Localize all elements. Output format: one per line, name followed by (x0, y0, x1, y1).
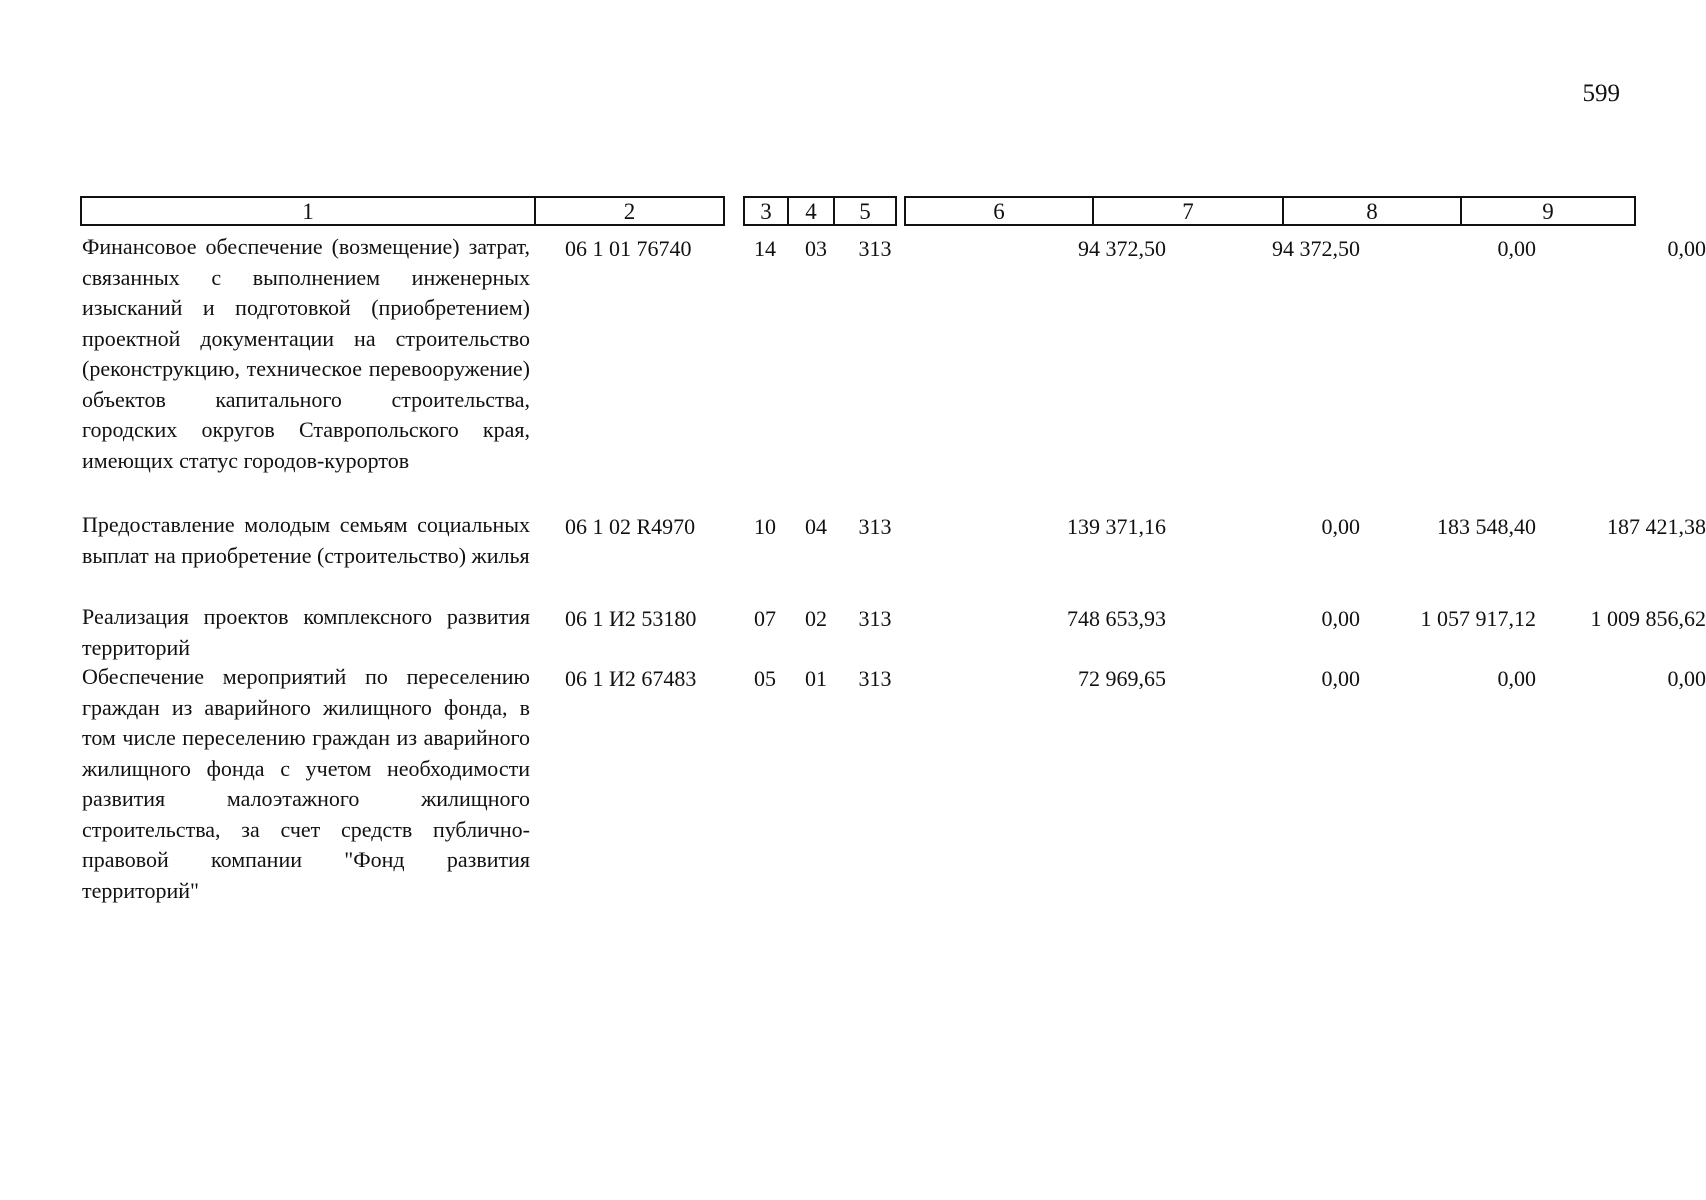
row-col-3: 10 (754, 514, 776, 539)
row-col-8: 183 548,40 (1437, 514, 1536, 539)
header-col-1: 1 (80, 196, 536, 226)
table-row (80, 662, 1706, 942)
row-col-3: 07 (754, 606, 776, 631)
table-row (80, 602, 1706, 664)
header-col-9: 9 (1460, 196, 1636, 226)
header-col-8: 8 (1282, 196, 1462, 226)
page-number: 599 (1582, 80, 1620, 107)
row-col-6: 139 371,16 (1067, 514, 1166, 539)
row-col-5: 313 (858, 236, 892, 261)
row-col-4: 03 (805, 236, 827, 261)
row-description: Реализация проектов комплексного развития территорий (82, 604, 530, 660)
header-col-5: 5 (833, 196, 897, 226)
row-col-9: 0,00 (1667, 666, 1706, 691)
row-col-6: 748 653,93 (1067, 606, 1166, 631)
row-col-4: 02 (805, 606, 827, 631)
row-col-7: 94 372,50 (1272, 236, 1360, 261)
row-col-8: 0,00 (1497, 666, 1536, 691)
row-col-5: 313 (858, 666, 892, 691)
row-code: 06 1 И2 67483 (565, 666, 697, 691)
row-col-7: 0,00 (1321, 606, 1360, 631)
row-code: 06 1 02 R4970 (565, 514, 696, 539)
table-header-row (80, 196, 1644, 232)
row-code: 06 1 И2 53180 (565, 606, 697, 631)
row-col-5: 313 (858, 514, 892, 539)
row-col-6: 72 969,65 (1078, 666, 1166, 691)
row-col-7: 0,00 (1321, 514, 1360, 539)
row-col-8: 0,00 (1497, 236, 1536, 261)
row-col-9: 1 009 856,62 (1590, 606, 1706, 631)
row-col-9: 187 421,38 (1607, 514, 1706, 539)
header-col-6: 6 (904, 196, 1094, 226)
header-col-7: 7 (1092, 196, 1284, 226)
row-description: Предоставление молодым семьям социальных выплат на приобретение (строительство) жилья (82, 512, 530, 568)
row-description: Финансовое обеспечение (возмещение) затрат, связанных с выполнением инженерных изысканий и подготовкой (приобретением) проектной документации на строительство (реконструкцию, техническое перевооружение) объектов капитального строительства, городских округов Ставропольского края, имеющих статус городов-курортов (82, 234, 530, 473)
table-row (80, 232, 1706, 510)
row-code: 06 1 01 76740 (565, 236, 692, 261)
row-col-7: 0,00 (1321, 666, 1360, 691)
header-col-3: 3 (743, 196, 789, 226)
row-col-3: 05 (754, 666, 776, 691)
header-col-4: 4 (787, 196, 835, 226)
header-col-2: 2 (534, 196, 725, 226)
table-row (80, 510, 1706, 602)
row-description: Обеспечение мероприятий по переселению граждан из аварийного жилищного фонда, в том числе переселению граждан из аварийного жилищного фонда с учетом необходимости развития малоэтажного жилищного строительства, за счет средств публично-правовой компании "Фонд развития территорий" (82, 664, 530, 903)
row-col-8: 1 057 917,12 (1420, 606, 1536, 631)
row-col-6: 94 372,50 (1078, 236, 1166, 261)
row-col-3: 14 (754, 236, 776, 261)
row-col-4: 04 (805, 514, 827, 539)
row-col-9: 0,00 (1667, 236, 1706, 261)
row-col-5: 313 (858, 606, 892, 631)
row-col-4: 01 (805, 666, 827, 691)
